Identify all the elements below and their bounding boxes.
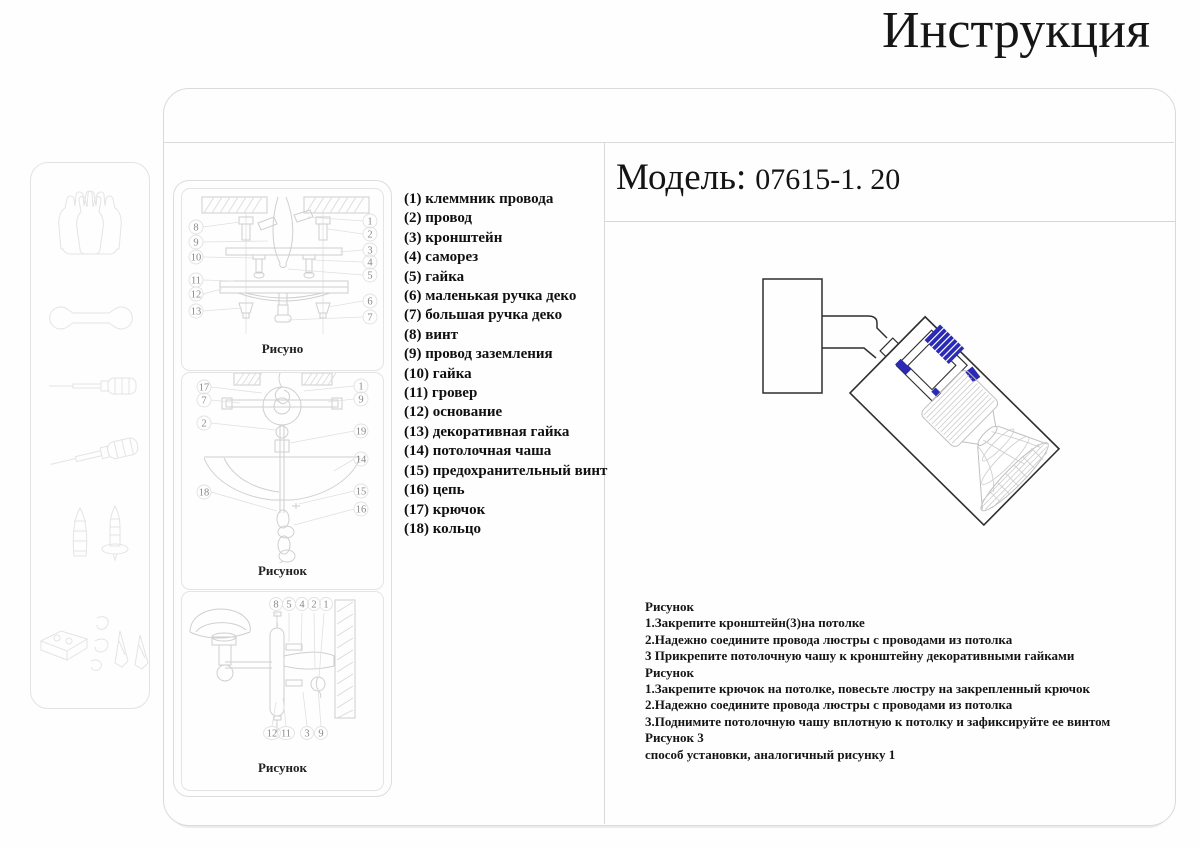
parts-list-item: (11) гровер [404, 385, 478, 402]
callout-number: 9 [193, 237, 199, 249]
callout-number: 4 [367, 257, 373, 269]
instruction-line: Рисунок [645, 664, 695, 680]
callout-number: 11 [190, 275, 202, 287]
parts-list-item: (6) маленькая ручка деко [404, 288, 577, 305]
callout-number: 9 [358, 394, 364, 406]
callout-number: 19 [355, 426, 367, 438]
parts-list-item: (5) гайка [404, 268, 465, 285]
model-heading [616, 156, 900, 199]
callout-number: 5 [367, 270, 373, 282]
installation-instructions [645, 599, 1190, 763]
callout-number: 17 [198, 382, 210, 394]
spot-housing [850, 313, 1063, 525]
callout-number: 3 [367, 245, 373, 257]
figure-3-drawing [182, 592, 383, 760]
instruction-line: 1.Закрепите кронштейн(3)на потолке [645, 615, 865, 631]
figure-3-label: Рисунок [257, 760, 307, 775]
figure-1-label: Рисуно [261, 341, 304, 356]
parts-list-item: (10) гайка [404, 365, 472, 382]
model-number: 07615-1. 20 [755, 163, 901, 196]
page-title: Инструкция [882, 2, 1150, 59]
callout-number: 5 [286, 599, 292, 611]
parts-list-item: (16) цепь [404, 482, 465, 499]
product-illustration [740, 260, 1080, 550]
parts-list-item: (4) саморез [404, 249, 479, 266]
parts-list-item: (13) декоративная гайка [404, 423, 570, 440]
callout-number: 1 [323, 599, 329, 611]
callout-number: 3 [304, 728, 310, 740]
callout-number: 7 [367, 312, 373, 324]
callout-number: 6 [367, 296, 373, 308]
parts-list-item: (7) большая ручка деко [404, 307, 563, 324]
callout-number: 12 [266, 728, 278, 740]
figure-2-label: Рисунок [257, 563, 307, 578]
instruction-line: 2.Надежно соедините провода люстры с проводами из потолка [645, 697, 1013, 713]
callout-number: 12 [190, 289, 202, 301]
callout-number: 16 [355, 504, 367, 516]
tools-icons [31, 163, 149, 708]
parts-list-item: (14) потолочная чаша [404, 443, 552, 460]
instruction-line: 3.Поднимите потолочную чашу вплотную к потолку и зафиксируйте ее винтом [645, 713, 1111, 729]
parts-list-item: (9) провод заземления [404, 346, 553, 363]
instruction-line: 3 Прикрепите потолочную чашу к кронштейну декоративными гайками [645, 648, 1075, 664]
figure-1-callouts [189, 214, 377, 324]
instruction-line: 2.Надежно соедините провода люстры с проводами из потолка [645, 631, 1013, 647]
flat-screwdriver-icon [49, 378, 136, 394]
parts-list-item: (17) крючок [404, 501, 486, 518]
figure-1-drawing [182, 189, 383, 341]
parts-list-item: (18) кольцо [404, 520, 481, 537]
wrench-icon [50, 307, 133, 329]
figure-3 [181, 591, 384, 791]
parts-list [404, 190, 609, 539]
callout-number: 13 [190, 306, 202, 318]
screws-icon [73, 506, 128, 560]
parts-list-item: (3) кронштейн [404, 229, 503, 246]
figure-2-drawing [182, 373, 383, 563]
callout-number: 10 [190, 252, 202, 264]
callout-number: 2 [367, 229, 373, 241]
mounting-arm [822, 316, 887, 358]
callout-number: 2 [311, 599, 317, 611]
tools-sidebar [30, 162, 150, 709]
parts-list-item: (8) винт [404, 326, 458, 343]
callout-number: 4 [299, 599, 305, 611]
parts-list-item: (15) предохранительный винт [404, 462, 608, 479]
parts-list-item: (1) клеммник провода [404, 191, 554, 207]
instruction-line: Рисунок [645, 599, 695, 614]
diagrams-panel [173, 180, 392, 797]
callout-number: 2 [201, 418, 207, 430]
figure-2 [181, 372, 384, 590]
wall-plate [763, 279, 822, 393]
figure-1 [181, 188, 384, 371]
instruction-line: Рисунок 3 [645, 730, 704, 746]
callout-number: 7 [201, 395, 207, 407]
parts-list-item: (12) основание [404, 404, 503, 421]
callout-number: 18 [198, 487, 210, 499]
model-underline [604, 221, 1175, 222]
phillips-screwdriver-icon [49, 437, 140, 474]
frame-top-divider [164, 142, 1174, 143]
instruction-line: 1.Закрепите крючок на потолке, повесьте люстру на закрепленный крючок [645, 681, 1090, 697]
model-label: Модель: [616, 157, 747, 198]
parts-list-item: (2) провод [404, 210, 473, 227]
gloves-icon [59, 191, 122, 254]
callout-number: 8 [193, 222, 199, 234]
callout-number: 1 [358, 381, 364, 393]
callout-number: 14 [355, 454, 367, 466]
instruction-line: способ установки, аналогичный рисунку 1 [645, 746, 896, 762]
callout-number: 15 [355, 486, 367, 498]
callout-number: 9 [318, 728, 324, 740]
callout-number: 8 [273, 599, 279, 611]
callout-number: 1 [367, 216, 373, 228]
callout-number: 11 [280, 728, 292, 740]
mounting-hardware-icon [41, 617, 148, 671]
